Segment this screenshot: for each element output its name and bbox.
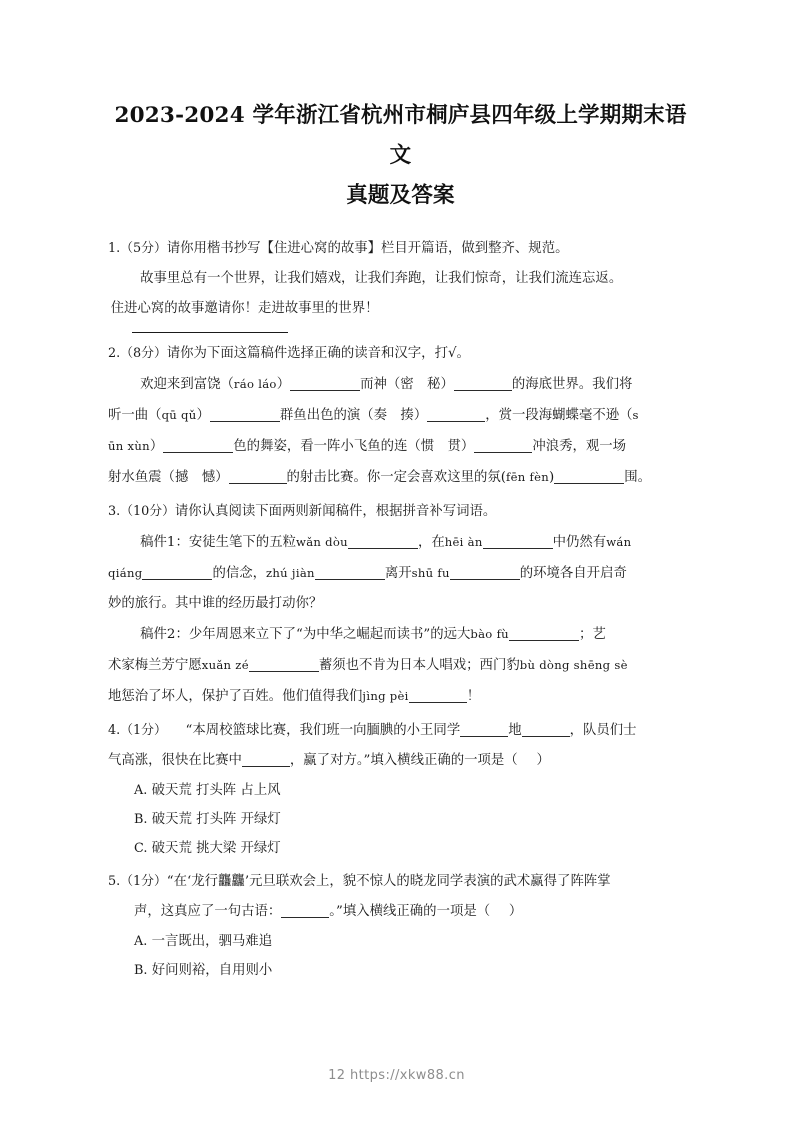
q5-choice-b-text: 好问则裕，自用则小	[151, 963, 273, 978]
q3-seg-7: 的信念，	[212, 566, 266, 581]
q3-d2-seg-5: 蓄须也不肯为日本人唱戏；西门豹	[318, 658, 520, 673]
q4-text-f: ）	[536, 753, 550, 768]
question-3-draft2-line-3	[108, 681, 693, 712]
q2-pinyin-fen-fen: fēn fèn	[506, 470, 550, 484]
question-2-line-4	[108, 462, 693, 493]
q3-d2-seg-3: 术家梅兰芳宁愿	[108, 658, 202, 673]
q2-seg-3: 而神（密 秘）	[360, 377, 454, 392]
q2-blank-7[interactable]	[229, 470, 287, 484]
q4-text-c: ，队员们士	[569, 723, 637, 738]
question-5-line-2	[108, 897, 693, 927]
q3-pinyin-zhu-jian: zhú jiàn	[266, 566, 315, 580]
q5-blank-1[interactable]	[281, 904, 329, 918]
answer-rule	[132, 332, 288, 333]
q3-blank-3[interactable]	[142, 566, 212, 580]
question-3-draft1-line-3: 妙的旅行。其中谁的经历最打动你？	[108, 596, 323, 611]
q2-blank-5[interactable]	[163, 439, 233, 453]
q5-choice-a-label: A.	[134, 934, 148, 949]
question-1-head	[108, 234, 693, 264]
q2-pinyin-rao-lao: ráo láo	[233, 377, 277, 391]
q2-seg-14: 冲浪秀，观一场	[532, 439, 627, 454]
q2-blank-1[interactable]	[290, 377, 360, 391]
question-1-points: （5分）	[120, 241, 167, 256]
q2-seg-4: 的海底世界。我们将	[511, 377, 633, 392]
choice-a-label: A.	[134, 783, 148, 798]
question-3-draft1-line-2	[108, 558, 693, 589]
question-5-number: 5.	[108, 874, 121, 889]
question-4-line-1	[108, 716, 693, 746]
q3-seg-2: ，在	[417, 535, 445, 550]
choice-c-label: C.	[134, 841, 148, 856]
question-3-draft2-line-1	[108, 619, 693, 650]
choice-a-text: 破天荒 打头阵 占上风	[151, 783, 281, 798]
q3-seg-11: 的环境各自开启奇	[519, 566, 627, 581]
draft1-label: 稿件1：	[140, 535, 189, 550]
q3-pinyin-xuan-ze: xuǎn zé	[201, 658, 249, 672]
q3-blank-8[interactable]	[409, 689, 467, 703]
question-4-points: （1分）	[120, 723, 167, 738]
q2-pinyin-un-xun: ūn xùn	[108, 439, 150, 453]
footer-watermark-url: https://xkw88.cn	[349, 1068, 465, 1083]
title-line-1: 2023-2024 学年浙江省杭州市桐庐县四年级上学期期末语文	[114, 103, 687, 168]
q3-pinyin-hei-an: hēi àn	[444, 535, 483, 549]
q3-blank-4[interactable]	[315, 566, 385, 580]
q3-seg-4: 中仍然有	[552, 535, 607, 550]
q2-seg-19: 围。	[624, 470, 652, 485]
question-2-prompt: 请你为下面这篇稿件选择正确的读音和汉字，打√。	[166, 346, 470, 361]
question-5	[108, 867, 693, 985]
q5-text-d: ）	[508, 904, 523, 919]
q5-text-a: “在‘龙行龘龘’元旦联欢会上，貌不惊人的晓龙同学表演的武术赢得了阵阵掌	[166, 874, 611, 889]
q3-blank-7[interactable]	[249, 658, 319, 672]
question-1-prompt: 请你用楷书抄写【住进心窝的故事】栏目开篇语，做到整齐、规范。	[166, 241, 569, 256]
question-5-line-1	[108, 867, 693, 897]
question-1	[108, 234, 693, 333]
question-3-draft2-line-2	[108, 650, 693, 681]
q3-seg-0: 安徒生笔下的五粒	[188, 535, 296, 550]
q2-blank-4[interactable]	[427, 408, 485, 422]
q5-text-b: 声，这真应了一句古语：	[134, 904, 282, 919]
page-title	[108, 96, 693, 216]
footer-page-number: 12	[328, 1068, 346, 1083]
q3-pinyin-shu-fu: shū fu	[411, 566, 450, 580]
question-4-number: 4.	[108, 723, 121, 738]
question-5-points: （1分）	[120, 874, 167, 889]
q3-blank-1[interactable]	[348, 535, 418, 549]
title-line-2: 真题及答案	[346, 183, 455, 208]
q5-text-c: 。”填入横线正确的一项是（	[329, 904, 491, 919]
q5-choice-b-label: B.	[134, 963, 148, 978]
question-3-number: 3.	[108, 504, 121, 519]
q3-blank-6[interactable]	[509, 627, 579, 641]
choice-b-label: B.	[134, 812, 148, 827]
q3-blank-2[interactable]	[483, 535, 553, 549]
q3-pinyin-jing-pei: jìng pèi	[362, 689, 409, 703]
q2-seg-12: ）	[149, 439, 164, 454]
question-2-head	[108, 339, 693, 369]
q3-seg-9: 离开	[384, 566, 412, 581]
question-4-choice-a[interactable]	[108, 776, 693, 805]
draft2-label: 稿件2：	[140, 627, 189, 642]
q2-pinyin-s: s	[632, 408, 639, 422]
q2-seg-0: 欢迎来到富饶（	[140, 377, 234, 392]
question-3-prompt: 请你认真阅读下面两则新闻稿件，根据拼音补写词语。	[174, 504, 497, 519]
question-4-choice-c[interactable]	[108, 834, 693, 863]
q2-seg-18: )	[549, 470, 555, 485]
q3-d2-seg-7: 地惩治了坏人，保护了百姓。他们值得我们	[108, 689, 363, 704]
q3-pinyin-bu-dong-sheng-se: bù dòng shēng sè	[519, 658, 628, 672]
q3-pinyin-wan: wán	[606, 535, 632, 549]
q4-blank-2[interactable]	[522, 723, 570, 737]
page-footer	[0, 1068, 793, 1083]
q2-blank-3[interactable]	[210, 408, 280, 422]
q2-blank-8[interactable]	[554, 470, 624, 484]
q2-seg-7: ）	[196, 408, 210, 423]
question-1-number: 1.	[108, 241, 121, 256]
q3-pinyin-wan-dou: wǎn dòu	[295, 535, 348, 549]
q4-text-e: ，赢了对方。”填入横线正确的一项是（	[289, 753, 518, 768]
choice-c-text: 破天荒 挑大梁 开绿灯	[151, 841, 281, 856]
q2-pinyin-qu-qu: qū qǔ	[161, 408, 197, 422]
q3-pinyin-qiang: qiáng	[108, 566, 143, 580]
question-2-number: 2.	[108, 346, 121, 361]
q2-seg-5: 听一曲（	[108, 408, 162, 423]
question-2-line-3	[108, 431, 693, 462]
question-2-line-1	[108, 369, 693, 400]
q2-blank-6[interactable]	[474, 439, 532, 453]
q3-blank-5[interactable]	[450, 566, 520, 580]
question-1-body-line-1: 故事里总有一个世界，让我们嬉戏，让我们奔跑，让我们惊奇，让我们流连忘返。	[140, 271, 623, 286]
q4-blank-3[interactable]	[242, 753, 290, 767]
q4-text-a: “本周校篮球比赛，我们班一向腼腆的小王同学	[185, 723, 461, 738]
question-3	[108, 497, 693, 712]
question-3-head	[108, 497, 693, 527]
q2-seg-2: ）	[276, 377, 291, 392]
q2-seg-15: 射水鱼震（撼 憾）	[108, 470, 229, 485]
q2-blank-2[interactable]	[454, 377, 512, 391]
question-3-points: （10分）	[120, 504, 175, 519]
q3-d2-seg-0: 少年周恩来立下了“为中华之崛起而读书”的远大	[188, 627, 471, 642]
question-2-line-2	[108, 400, 693, 431]
q4-blank-1[interactable]	[460, 723, 508, 737]
question-1-body-line-2: 住进心窝的故事邀请你！走进故事里的世界！	[110, 301, 379, 316]
q5-choice-a-text: 一言既出，驷马难追	[151, 934, 273, 949]
question-2	[108, 339, 693, 493]
question-5-choice-a[interactable]	[108, 927, 693, 956]
q2-seg-9: ，赏一段海蝴蝶毫不逊（	[485, 408, 633, 423]
q2-seg-16: 的射击比赛。你一定会喜欢这里的氛(	[286, 470, 506, 485]
question-4-choice-b[interactable]	[108, 805, 693, 834]
question-4	[108, 716, 693, 863]
q3-d2-seg-9: ！	[466, 689, 481, 704]
q3-d2-seg-2: ；艺	[578, 627, 606, 642]
q3-pinyin-bao-fu: bào fù	[470, 627, 509, 641]
q4-text-d: 气高涨，很快在比赛中	[108, 753, 242, 768]
q4-text-b: 地	[508, 723, 522, 738]
choice-b-text: 破天荒 打头阵 开绿灯	[151, 812, 281, 827]
q2-seg-13: 色的舞姿，看一阵小飞鱼的连（惯 贯）	[233, 439, 475, 454]
question-2-points: （8分）	[120, 346, 167, 361]
question-3-draft1-line-1	[108, 527, 693, 558]
q2-seg-8: 群鱼出色的演（奏 揍）	[279, 408, 428, 423]
question-5-choice-b[interactable]	[108, 956, 693, 985]
question-4-line-2	[108, 746, 693, 776]
